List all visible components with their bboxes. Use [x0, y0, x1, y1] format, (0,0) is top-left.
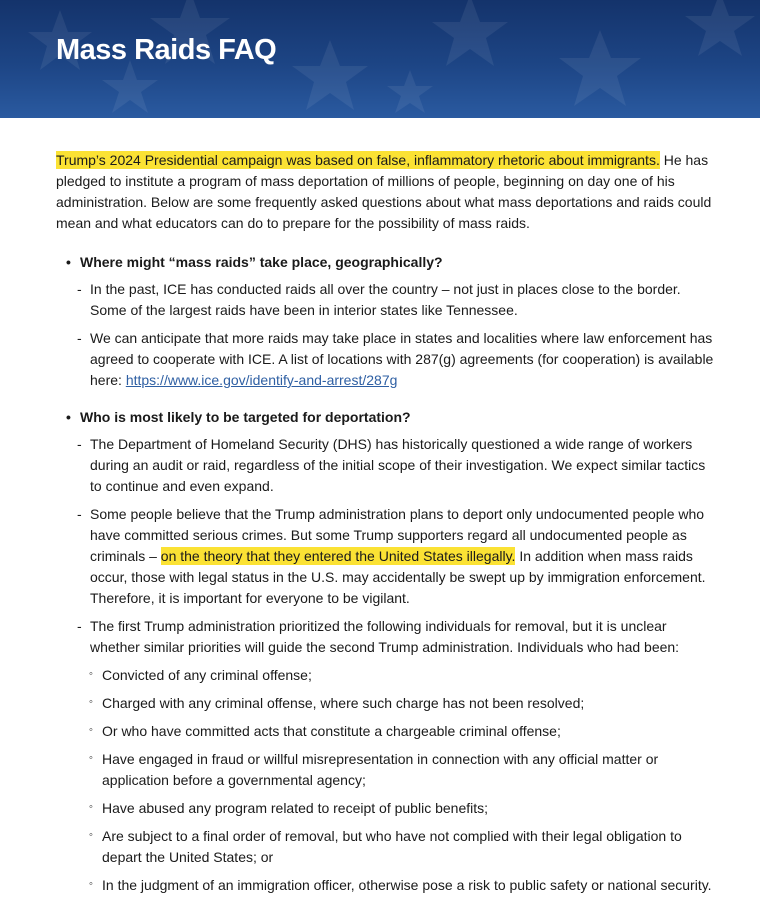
dash-icon: - [77, 506, 82, 522]
answer-text: In the past, ICE has conducted raids all over the country – not just in places close to the border. Some of the largest raids have been in interior states like Tennessee. [90, 281, 681, 318]
answer-text: The Department of Homeland Security (DHS) has historically questioned a wide range of workers during an audit or raid, regardless of the initial scope of their investigation. We expect similar tactics to continue and even expand. [90, 436, 706, 494]
answer-text: Some people believe that the Trump administration plans to deport only undocumented people who have committed serious crimes. But some Trump supporters regard all undocumented people as criminals – [90, 506, 705, 564]
bullet-icon: • [66, 409, 71, 425]
dash-icon: - [77, 436, 82, 452]
dash-icon: - [77, 330, 82, 346]
faq-question [56, 407, 716, 428]
sub-item-text: Or who have committed acts that constitute a chargeable criminal offense; [102, 723, 561, 739]
faq-question [56, 252, 716, 273]
circle-bullet-icon: ◦ [89, 752, 93, 764]
sub-item-text: Charged with any criminal offense, where such charge has not been resolved; [102, 695, 585, 711]
faq-section-geography [56, 252, 716, 391]
answer-item [56, 504, 716, 609]
answer-item [56, 434, 716, 497]
intro-highlight: Trump’s 2024 Presidential campaign was based on false, inflammatory rhetoric about immigrants. [56, 152, 660, 168]
page-title: Mass Raids FAQ [56, 34, 277, 66]
sub-list-item [56, 693, 716, 714]
circle-bullet-icon: ◦ [89, 878, 93, 890]
intro-text: He has pledged to institute a program of mass deportation of millions of people, beginning on day one of his administration. Below are some frequently asked questions about what mass deportations and raids could mean and what educators can do to prepare for the possibility of mass raids. [56, 152, 712, 231]
answer-item [56, 616, 716, 658]
sub-item-text: Have abused any program related to receipt of public benefits; [102, 800, 489, 816]
sub-list-item [56, 721, 716, 742]
dash-icon: - [77, 618, 82, 634]
ice-287g-link[interactable]: https://www.ice.gov/identify-and-arrest/287g [125, 372, 398, 388]
answer-text: We can anticipate that more raids may take place in states and localities where law enforcement has agreed to cooperate with ICE. A list of locations with 287(g) agreements (for cooperation) is available here: [90, 330, 714, 388]
answer-text: In addition when mass raids occur, those with legal status in the U.S. may accidentally be swept up by immigration enforcement. Therefore, it is important for everyone to be vigilant. [90, 548, 706, 606]
circle-bullet-icon: ◦ [89, 829, 93, 841]
answer-item [56, 328, 716, 391]
sub-list-item [56, 749, 716, 791]
circle-bullet-icon: ◦ [89, 668, 93, 680]
question-text: Where might “mass raids” take place, geographically? [80, 254, 443, 270]
answer-item [56, 279, 716, 321]
faq-section-targets [56, 407, 716, 896]
sub-item-text: In the judgment of an immigration officer, otherwise pose a risk to public safety or national security. [102, 877, 712, 893]
question-text: Who is most likely to be targeted for deportation? [80, 409, 411, 425]
intro-paragraph [56, 150, 716, 234]
header-banner [0, 0, 760, 118]
circle-bullet-icon: ◦ [89, 696, 93, 708]
bullet-icon: • [66, 254, 71, 270]
sub-list-item [56, 665, 716, 686]
faq-content [56, 150, 716, 912]
circle-bullet-icon: ◦ [89, 724, 93, 736]
answer-highlight: on the theory that they entered the United States illegally. [160, 548, 516, 564]
sub-item-text: Have engaged in fraud or willful misrepresentation in connection with any official matter or application before a governmental agency; [102, 751, 659, 788]
sub-list-item [56, 826, 716, 868]
circle-bullet-icon: ◦ [89, 801, 93, 813]
sub-list-item [56, 798, 716, 819]
sub-list-item [56, 875, 716, 896]
answer-text: The first Trump administration prioritized the following individuals for removal, but it is unclear whether similar priorities will guide the second Trump administration. Individuals who had been: [90, 618, 680, 655]
sub-item-text: Are subject to a final order of removal, but who have not complied with their legal obligation to depart the United States; or [102, 828, 682, 865]
dash-icon: - [77, 281, 82, 297]
sub-item-text: Convicted of any criminal offense; [102, 667, 312, 683]
